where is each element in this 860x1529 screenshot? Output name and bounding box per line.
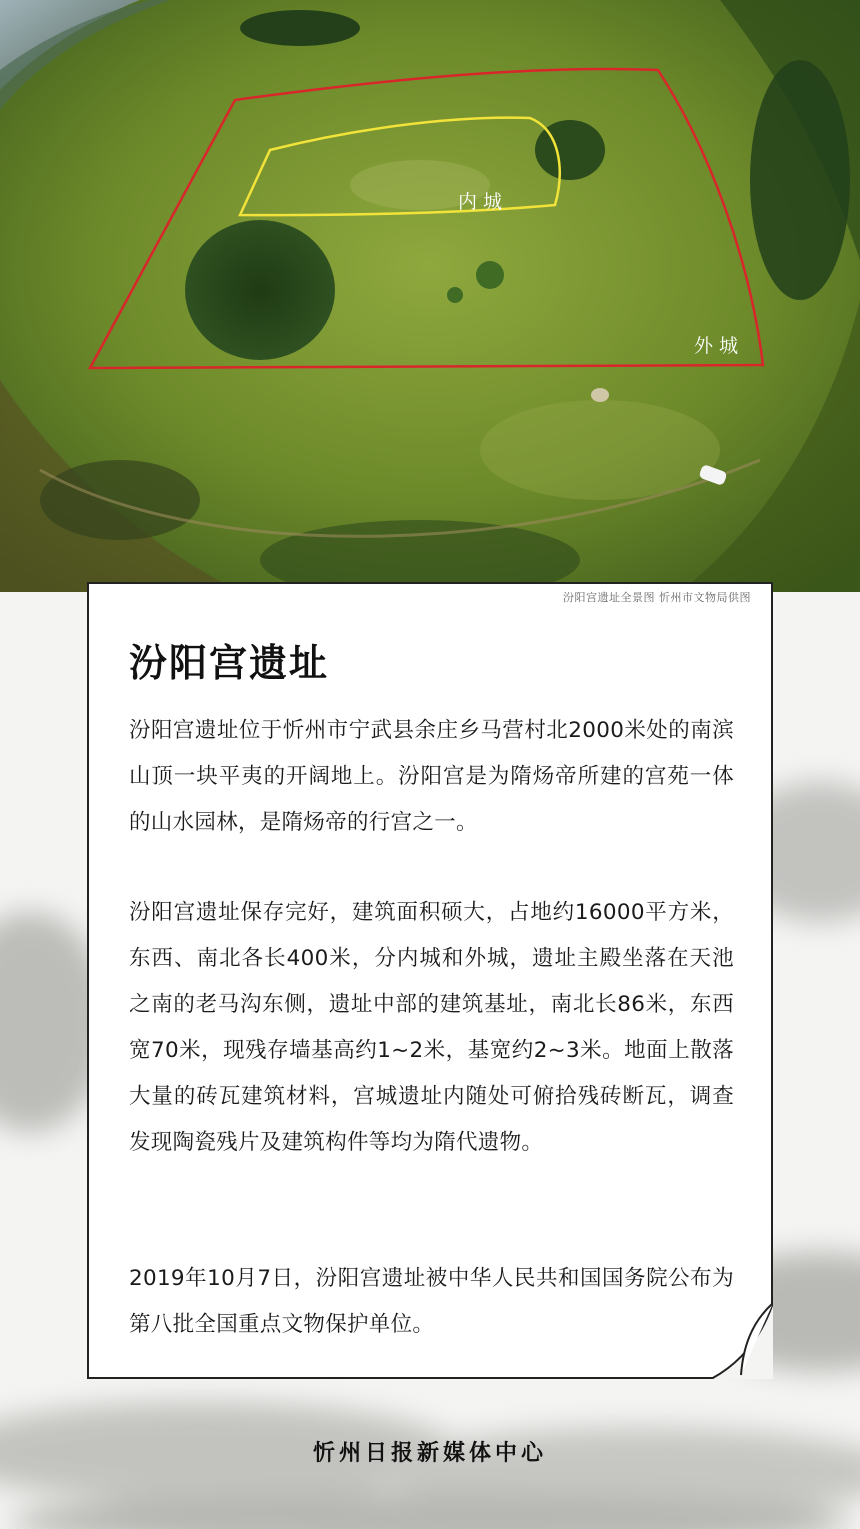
paragraph-designation: 2019年10月7日，汾阳宫遗址被中华人民共和国国务院公布为第八批全国重点文物保护单位。 bbox=[129, 1266, 734, 1337]
inner-city-label: 内 城 bbox=[458, 191, 503, 213]
aerial-landscape-photo bbox=[0, 0, 860, 592]
article-title: 汾阳宫遗址 bbox=[129, 641, 330, 685]
marker-icon bbox=[591, 388, 609, 402]
aerial-photo bbox=[0, 0, 860, 592]
paragraph-details: 汾阳宫遗址保存完好，建筑面积硕大，占地约16000平方米，东西、南北各长400米，分内城和外城，遗址主殿坐落在天池之南的老马沟东侧，遗址中部的建筑基址，南北长86米，东西宽70米，现残存墙基高约1~2米，基宽约2~3米。地面上散落大量的砖瓦建筑材料，宫城遗址内随处可俯拾残砖断瓦，调查发现陶瓷残片及建筑构件等均为隋代遗物。 bbox=[129, 900, 734, 1155]
page-curl-icon bbox=[711, 1303, 773, 1379]
paragraph-intro: 汾阳宫遗址位于忻州市宁武县余庄乡马营村北2000米处的南滨山顶一块平夷的开阔地上。汾阳宫是为隋炀帝所建的宫苑一体的山水园林，是隋炀帝的行宫之一。 bbox=[129, 718, 734, 835]
article-card bbox=[87, 582, 773, 1379]
photo-caption: 汾阳宫遗址全景图 忻州市文物局供图 bbox=[563, 591, 751, 604]
outer-city-label: 外 城 bbox=[694, 335, 739, 357]
footer-credit: 忻州日报新媒体中心 bbox=[312, 1441, 547, 1466]
